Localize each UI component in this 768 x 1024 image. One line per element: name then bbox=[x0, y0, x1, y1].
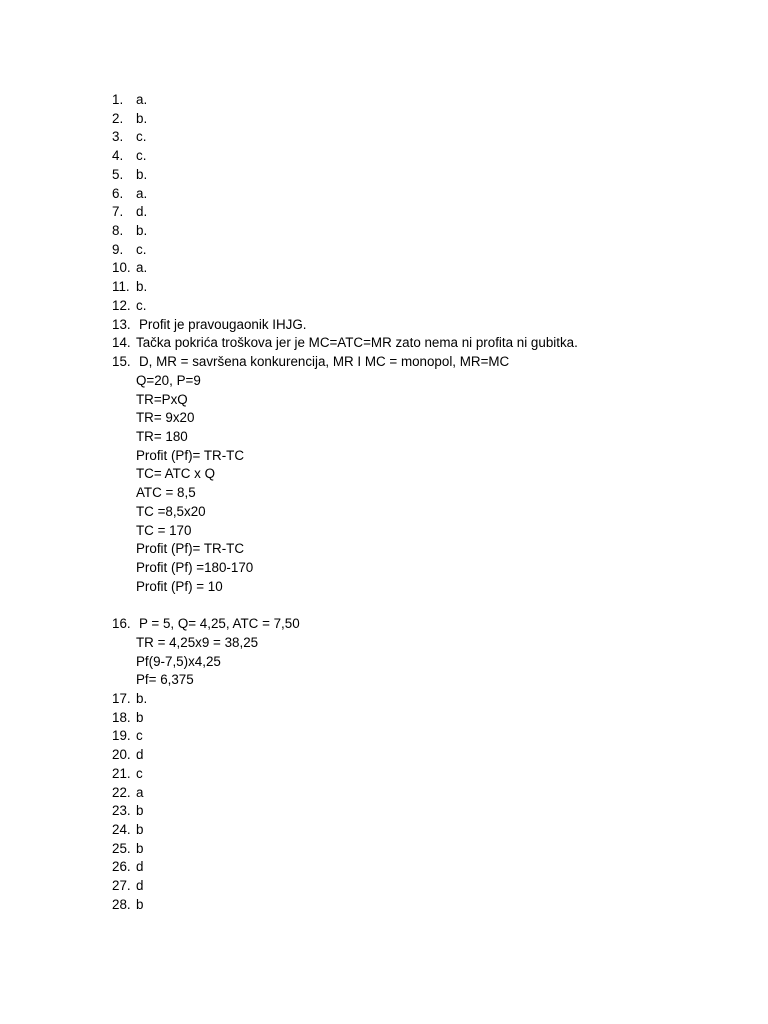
calculation-line bbox=[112, 391, 732, 410]
list-item bbox=[112, 203, 732, 222]
item-answer: c bbox=[136, 728, 143, 744]
item-answer: d bbox=[136, 859, 144, 875]
list-item-14 bbox=[112, 334, 732, 353]
item-number: 24. bbox=[112, 822, 131, 838]
item-answer: b. bbox=[136, 166, 148, 182]
item-number: 21. bbox=[112, 765, 131, 781]
item-number: 27. bbox=[112, 878, 131, 894]
calculation-line bbox=[112, 428, 732, 447]
item-answer: b bbox=[136, 709, 144, 725]
item-number: 12. bbox=[112, 297, 131, 313]
calculation-line bbox=[112, 578, 732, 597]
calculation-text: TR = 4,25x9 = 38,25 bbox=[136, 634, 259, 650]
item-number: 16. bbox=[112, 616, 131, 632]
calculation-text: ATC = 8,5 bbox=[136, 485, 196, 501]
item-number: 19. bbox=[112, 728, 131, 744]
list-item bbox=[112, 784, 732, 803]
item-answer: b. bbox=[136, 279, 148, 295]
list-item-15 bbox=[112, 353, 732, 372]
item-answer: D, MR = savršena konkurencija, MR I MC = monopol, MR=MC bbox=[139, 354, 510, 370]
list-item-13 bbox=[112, 316, 732, 335]
calculation-line bbox=[112, 540, 732, 559]
list-item bbox=[112, 185, 732, 204]
list-item bbox=[112, 840, 732, 859]
item-number: 23. bbox=[112, 803, 131, 819]
list-item bbox=[112, 297, 732, 316]
blank-line bbox=[112, 596, 732, 615]
item-number: 7. bbox=[112, 204, 124, 220]
list-item bbox=[112, 166, 732, 185]
list-item bbox=[112, 802, 732, 821]
item-answer: c bbox=[136, 765, 143, 781]
list-item bbox=[112, 746, 732, 765]
calculation-text: Pf= 6,375 bbox=[136, 672, 194, 688]
calculation-text: Q=20, P=9 bbox=[136, 372, 201, 388]
list-item-16 bbox=[112, 615, 732, 634]
item-answer: d. bbox=[136, 204, 148, 220]
item-answer: c. bbox=[136, 241, 147, 257]
list-item bbox=[112, 241, 732, 260]
item-answer: c. bbox=[136, 148, 147, 164]
calculation-text: TC = 170 bbox=[136, 522, 192, 538]
list-item bbox=[112, 690, 732, 709]
calculation-text: Profit (Pf) =180-170 bbox=[136, 559, 254, 575]
calculation-line bbox=[112, 484, 732, 503]
calculation-line bbox=[112, 559, 732, 578]
calculation-line bbox=[112, 503, 732, 522]
list-item bbox=[112, 91, 732, 110]
calculation-text: TR= 9x20 bbox=[136, 410, 195, 426]
calculation-line bbox=[112, 465, 732, 484]
item-number: 5. bbox=[112, 166, 124, 182]
list-item bbox=[112, 727, 732, 746]
item-answer: b bbox=[136, 803, 144, 819]
calculation-text: TR= 180 bbox=[136, 428, 188, 444]
item-number: 18. bbox=[112, 709, 131, 725]
list-item bbox=[112, 110, 732, 129]
calculation-text: Profit (Pf)= TR-TC bbox=[136, 447, 245, 463]
item-number: 6. bbox=[112, 185, 124, 201]
calculation-line bbox=[112, 522, 732, 541]
list-item bbox=[112, 877, 732, 896]
item-answer: a. bbox=[136, 92, 148, 107]
calculation-line bbox=[112, 409, 732, 428]
item-answer: b bbox=[136, 840, 144, 856]
item-answer: a bbox=[136, 784, 144, 800]
item-number: 13. bbox=[112, 316, 131, 332]
item-answer: c. bbox=[136, 129, 147, 145]
list-item bbox=[112, 765, 732, 784]
item-number: 20. bbox=[112, 747, 131, 763]
item-answer: P = 5, Q= 4,25, ATC = 7,50 bbox=[139, 616, 300, 632]
item-number: 8. bbox=[112, 223, 124, 239]
item-answer: b. bbox=[136, 691, 148, 706]
item-number: 14. bbox=[112, 335, 131, 351]
list-item bbox=[112, 278, 732, 297]
calculation-text: Profit (Pf)= TR-TC bbox=[136, 541, 245, 557]
item-answer: Tačka pokrića troškova jer je MC=ATC=MR zato nema ni profita ni gubitka. bbox=[136, 335, 578, 351]
item-number: 26. bbox=[112, 859, 131, 875]
list-item bbox=[112, 709, 732, 728]
item-number: 15. bbox=[112, 354, 131, 370]
list-item bbox=[112, 858, 732, 877]
calculation-text: TC =8,5x20 bbox=[136, 503, 206, 519]
item-number: 10. bbox=[112, 260, 131, 276]
list-item bbox=[112, 222, 732, 241]
item-number: 3. bbox=[112, 129, 124, 145]
answer-list bbox=[112, 91, 732, 915]
item-answer: d bbox=[136, 878, 144, 894]
list-item bbox=[112, 147, 732, 166]
list-item bbox=[112, 821, 732, 840]
item-number: 28. bbox=[112, 896, 131, 912]
item-answer: c. bbox=[136, 297, 147, 313]
calculation-line bbox=[112, 653, 732, 672]
item-number: 17. bbox=[112, 691, 131, 706]
item-number: 11. bbox=[112, 279, 130, 295]
item-answer: Profit je pravougaonik IHJG. bbox=[139, 316, 307, 332]
list-item bbox=[112, 259, 732, 278]
calculation-line bbox=[112, 634, 732, 653]
calculation-line bbox=[112, 671, 732, 690]
calculation-text: Pf(9-7,5)x4,25 bbox=[136, 653, 221, 669]
item-number: 25. bbox=[112, 840, 131, 856]
item-number: 22. bbox=[112, 784, 131, 800]
calculation-text: TC= ATC x Q bbox=[136, 466, 215, 482]
calculation-text: Profit (Pf) = 10 bbox=[136, 578, 223, 594]
calculation-line bbox=[112, 372, 732, 391]
item-answer: a. bbox=[136, 185, 148, 201]
calculation-text: TR=PxQ bbox=[136, 391, 188, 407]
list-item bbox=[112, 128, 732, 147]
item-answer: b bbox=[136, 896, 144, 912]
item-answer: d bbox=[136, 747, 144, 763]
item-answer: a. bbox=[136, 260, 148, 276]
item-number: 1. bbox=[112, 92, 124, 107]
item-number: 2. bbox=[112, 110, 124, 126]
item-answer: b. bbox=[136, 223, 148, 239]
item-number: 4. bbox=[112, 148, 124, 164]
item-answer: b bbox=[136, 822, 144, 838]
calculation-line bbox=[112, 447, 732, 466]
item-number: 9. bbox=[112, 241, 124, 257]
item-answer: b. bbox=[136, 110, 148, 126]
list-item bbox=[112, 896, 732, 915]
